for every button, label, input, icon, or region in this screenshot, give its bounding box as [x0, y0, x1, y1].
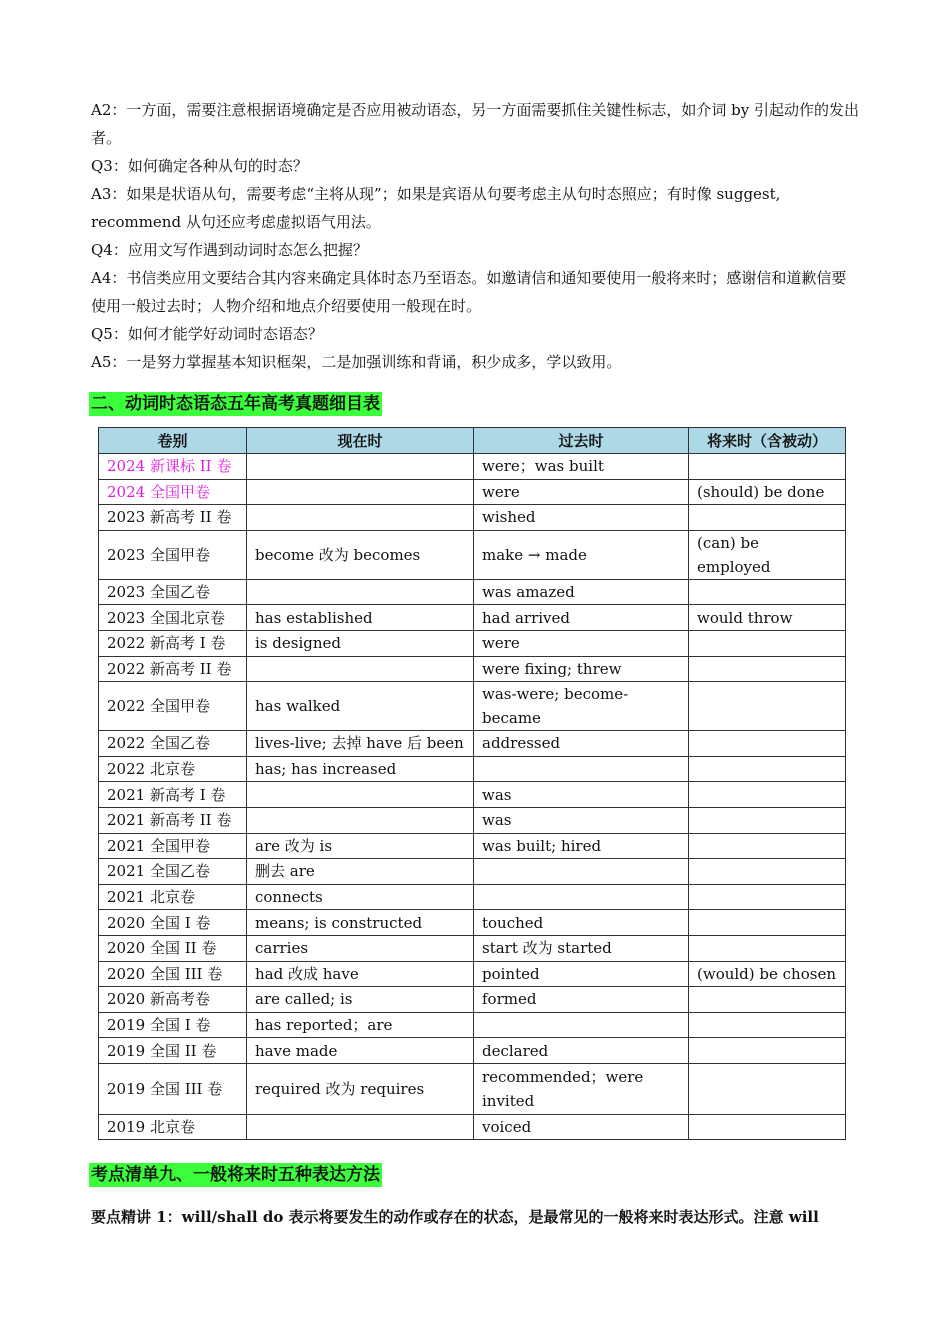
cell-past — [474, 756, 689, 782]
cell-paper: 2019 全国 II 卷 — [99, 1038, 247, 1064]
cell-paper: 2021 全国甲卷 — [99, 833, 247, 859]
paragraph-a2: A2：一方面，需要注意根据语境确定是否应用被动语态，另一方面需要抓住关键性标志，如介词 by 引起动作的发出者。 — [91, 101, 859, 147]
cell-paper: 2024 新课标 II 卷 — [99, 454, 247, 480]
cell-paper: 2021 北京卷 — [99, 884, 247, 910]
cell-present: are called; is — [247, 987, 474, 1013]
cell-past: start 改为 started — [474, 935, 689, 961]
cell-past: was — [474, 782, 689, 808]
cell-paper: 2024 全国甲卷 — [99, 479, 247, 505]
cell-future — [689, 656, 846, 682]
table-row — [99, 756, 846, 782]
exam-detail-table — [98, 427, 846, 1140]
cell-past: wished — [474, 505, 689, 531]
cell-past: were — [474, 479, 689, 505]
cell-paper: 2023 全国乙卷 — [99, 579, 247, 605]
cell-paper: 2022 全国乙卷 — [99, 731, 247, 757]
cell-present: have made — [247, 1038, 474, 1064]
cell-future: would throw — [689, 605, 846, 631]
column-header-future: 将来时（含被动） — [689, 428, 846, 454]
cell-future — [689, 630, 846, 656]
cell-past — [474, 859, 689, 885]
cell-past: voiced — [474, 1114, 689, 1140]
table-row — [99, 656, 846, 682]
table-row — [99, 479, 846, 505]
table-row — [99, 454, 846, 480]
table-row — [99, 782, 846, 808]
cell-present — [247, 656, 474, 682]
table-row — [99, 910, 846, 936]
cell-present: has walked — [247, 682, 474, 731]
cell-present: has established — [247, 605, 474, 631]
cell-past: pointed — [474, 961, 689, 987]
table-row — [99, 505, 846, 531]
cell-future: (would) be chosen — [689, 961, 846, 987]
table-row — [99, 884, 846, 910]
column-header-present: 现在时 — [247, 428, 474, 454]
cell-paper: 2023 新高考 II 卷 — [99, 505, 247, 531]
cell-present — [247, 579, 474, 605]
table-row — [99, 579, 846, 605]
cell-past: declared — [474, 1038, 689, 1064]
cell-future — [689, 807, 846, 833]
cell-past: was — [474, 807, 689, 833]
table-row — [99, 1114, 846, 1140]
cell-paper: 2023 全国北京卷 — [99, 605, 247, 631]
cell-past: addressed — [474, 731, 689, 757]
cell-paper: 2020 新高考卷 — [99, 987, 247, 1013]
table-row — [99, 935, 846, 961]
cell-present: required 改为 requires — [247, 1063, 474, 1114]
paragraph-q5: Q5：如何才能学好动词时态语态？ — [91, 325, 323, 343]
cell-future — [689, 1012, 846, 1038]
table-row — [99, 530, 846, 579]
cell-present: connects — [247, 884, 474, 910]
cell-future — [689, 859, 846, 885]
cell-past: was amazed — [474, 579, 689, 605]
cell-present — [247, 807, 474, 833]
cell-past — [474, 1012, 689, 1038]
cell-past: were fixing; threw — [474, 656, 689, 682]
cell-past: recommended；were invited — [474, 1063, 689, 1114]
cell-paper: 2019 全国 I 卷 — [99, 1012, 247, 1038]
cell-present: become 改为 becomes — [247, 530, 474, 579]
cell-paper: 2020 全国 II 卷 — [99, 935, 247, 961]
cell-future — [689, 1038, 846, 1064]
cell-paper: 2020 全国 III 卷 — [99, 961, 247, 987]
table-row — [99, 1012, 846, 1038]
cell-paper: 2022 新高考 II 卷 — [99, 656, 247, 682]
cell-present: has reported；are — [247, 1012, 474, 1038]
cell-future — [689, 1063, 846, 1114]
cell-future — [689, 756, 846, 782]
cell-past — [474, 884, 689, 910]
cell-paper: 2021 新高考 II 卷 — [99, 807, 247, 833]
cell-present — [247, 454, 474, 480]
table-row — [99, 807, 846, 833]
cell-present: 删去 are — [247, 859, 474, 885]
table-row — [99, 987, 846, 1013]
cell-past: was built; hired — [474, 833, 689, 859]
cell-future: (can) be employed — [689, 530, 846, 579]
cell-past: touched — [474, 910, 689, 936]
cell-present — [247, 505, 474, 531]
cell-present: has; has increased — [247, 756, 474, 782]
cell-future — [689, 910, 846, 936]
cell-future — [689, 782, 846, 808]
key-point-1: 要点精讲 1：will/shall do 表示将要发生的动作或存在的状态，是最常见的一般将来时表达形式。注意 will — [91, 1208, 819, 1226]
section-heading-exam-table: 二、动词时态语态五年高考真题细目表 — [91, 394, 380, 414]
cell-paper: 2019 北京卷 — [99, 1114, 247, 1140]
cell-present — [247, 782, 474, 808]
cell-paper: 2022 新高考 I 卷 — [99, 630, 247, 656]
cell-paper: 2019 全国 III 卷 — [99, 1063, 247, 1114]
table-row — [99, 630, 846, 656]
table-row — [99, 961, 846, 987]
cell-past: were；was built — [474, 454, 689, 480]
cell-future — [689, 579, 846, 605]
cell-present: are 改为 is — [247, 833, 474, 859]
cell-past: make → made — [474, 530, 689, 579]
cell-paper: 2020 全国 I 卷 — [99, 910, 247, 936]
cell-future — [689, 454, 846, 480]
paragraph-a3: A3：如果是状语从句，需要考虑“主将从现”；如果是宾语从句要考虑主从句时态照应；有时像 suggest, recommend 从句还应考虑虚拟语气用法。 — [91, 185, 781, 231]
cell-present: is designed — [247, 630, 474, 656]
cell-present: carries — [247, 935, 474, 961]
table-row — [99, 833, 846, 859]
paragraph-q3: Q3：如何确定各种从句的时态？ — [91, 157, 308, 175]
cell-future — [689, 884, 846, 910]
cell-present: had 改成 have — [247, 961, 474, 987]
cell-present — [247, 1114, 474, 1140]
cell-present: means; is constructed — [247, 910, 474, 936]
cell-paper: 2022 全国甲卷 — [99, 682, 247, 731]
table-row — [99, 605, 846, 631]
cell-future — [689, 935, 846, 961]
cell-future: (should) be done — [689, 479, 846, 505]
cell-future — [689, 987, 846, 1013]
cell-present: lives-live; 去掉 have 后 been — [247, 731, 474, 757]
section-heading-future-tense: 考点清单九、一般将来时五种表达方法 — [91, 1165, 380, 1185]
table-header-row — [99, 428, 846, 454]
cell-future — [689, 833, 846, 859]
cell-future — [689, 682, 846, 731]
paragraph-a5: A5：一是努力掌握基本知识框架，二是加强训练和背诵，积少成多，学以致用。 — [91, 353, 622, 371]
table-body — [99, 454, 846, 1140]
cell-past: were — [474, 630, 689, 656]
column-header-paper: 卷别 — [99, 428, 247, 454]
cell-past: had arrived — [474, 605, 689, 631]
cell-future — [689, 505, 846, 531]
cell-past: was-were; become-became — [474, 682, 689, 731]
cell-future — [689, 731, 846, 757]
table-row — [99, 859, 846, 885]
table-row — [99, 1063, 846, 1114]
cell-paper: 2021 全国乙卷 — [99, 859, 247, 885]
cell-present — [247, 479, 474, 505]
cell-paper: 2021 新高考 I 卷 — [99, 782, 247, 808]
column-header-past: 过去时 — [474, 428, 689, 454]
paragraph-a4: A4：书信类应用文要结合其内容来确定具体时态乃至语态。如邀请信和通知要使用一般将来时；感谢信和道歉信要使用一般过去时；人物介绍和地点介绍要使用一般现在时。 — [91, 269, 847, 315]
table-row — [99, 731, 846, 757]
cell-paper: 2022 北京卷 — [99, 756, 247, 782]
table-row — [99, 1038, 846, 1064]
paragraph-q4: Q4：应用文写作遇到动词时态怎么把握？ — [91, 241, 368, 259]
cell-past: formed — [474, 987, 689, 1013]
cell-future — [689, 1114, 846, 1140]
cell-paper: 2023 全国甲卷 — [99, 530, 247, 579]
table-row — [99, 682, 846, 731]
